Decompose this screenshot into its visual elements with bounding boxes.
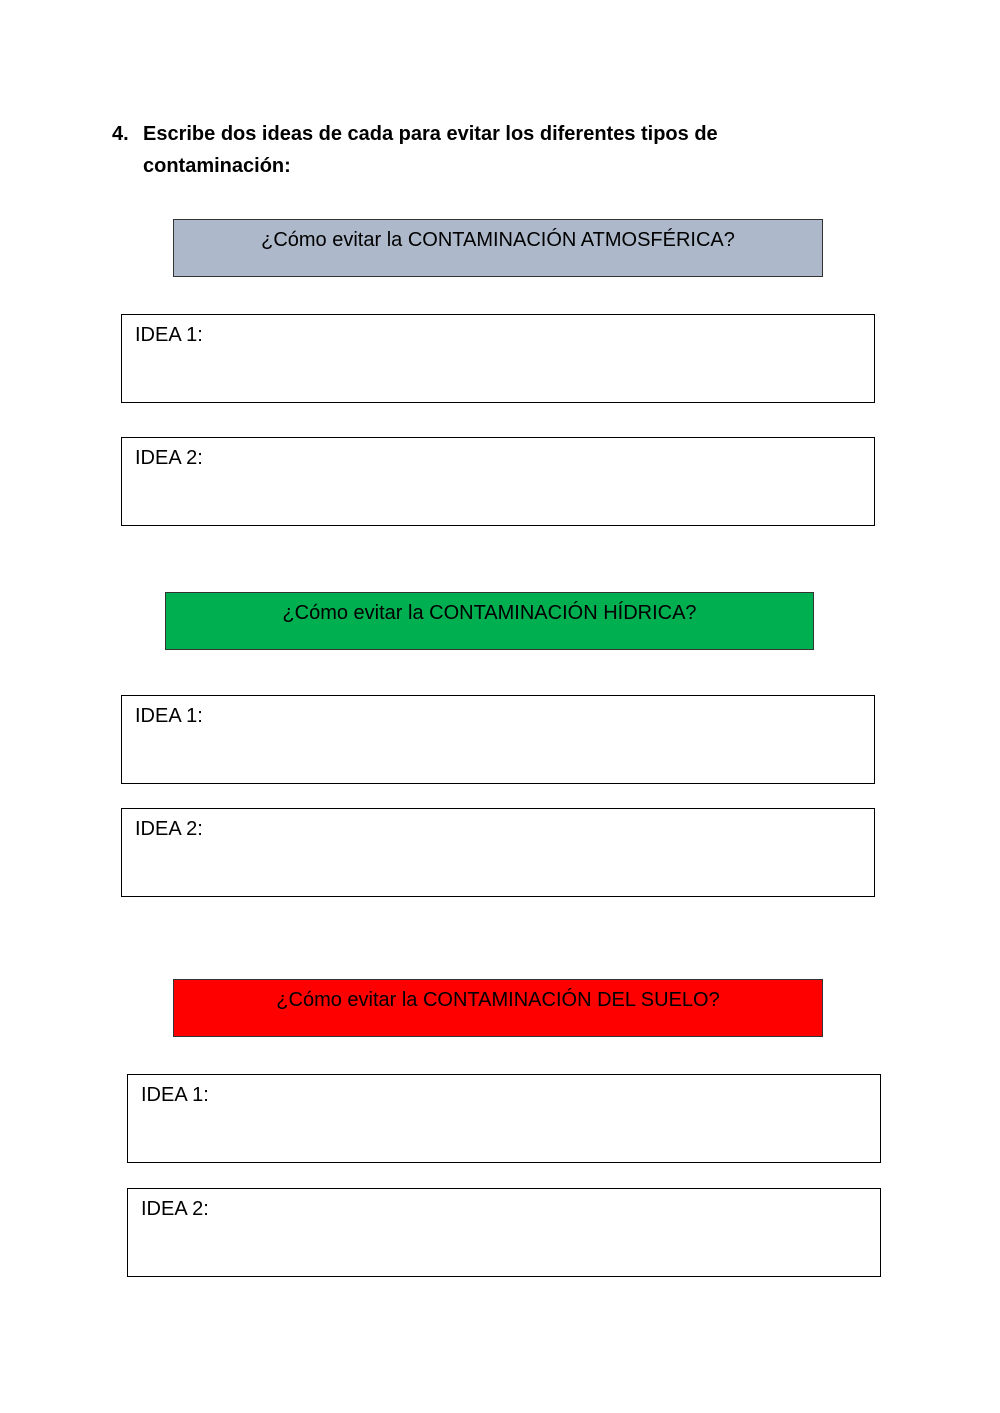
- idea-box-water-1[interactable]: [121, 695, 875, 784]
- idea-input-soil-1[interactable]: [141, 1111, 847, 1134]
- idea-box-water-2[interactable]: [121, 808, 875, 897]
- idea-box-atmospheric-2[interactable]: [121, 437, 875, 526]
- idea-input-soil-2[interactable]: [141, 1225, 847, 1248]
- question-number: 4.: [112, 123, 129, 145]
- idea-label: IDEA 2:: [135, 818, 203, 840]
- idea-box-soil-2[interactable]: [127, 1188, 881, 1277]
- idea-box-atmospheric-1[interactable]: [121, 314, 875, 403]
- question-text: Escribe dos ideas de cada para evitar los diferentes tipos de contaminación:: [143, 123, 718, 177]
- idea-box-soil-1[interactable]: [127, 1074, 881, 1163]
- idea-label: IDEA 1:: [135, 705, 203, 727]
- idea-input-water-1[interactable]: [135, 732, 841, 755]
- idea-label: IDEA 2:: [141, 1198, 209, 1220]
- question-4: [112, 118, 812, 182]
- heading-soil-pollution: ¿Cómo evitar la CONTAMINACIÓN DEL SUELO?: [173, 979, 823, 1037]
- idea-input-atmospheric-1[interactable]: [135, 351, 841, 374]
- heading-water-pollution: ¿Cómo evitar la CONTAMINACIÓN HÍDRICA?: [165, 592, 814, 650]
- idea-label: IDEA 1:: [135, 324, 203, 346]
- idea-input-water-2[interactable]: [135, 845, 841, 868]
- heading-atmospheric-pollution: ¿Cómo evitar la CONTAMINACIÓN ATMOSFÉRICA?: [173, 219, 823, 277]
- idea-input-atmospheric-2[interactable]: [135, 474, 841, 497]
- idea-label: IDEA 1:: [141, 1084, 209, 1106]
- idea-label: IDEA 2:: [135, 447, 203, 469]
